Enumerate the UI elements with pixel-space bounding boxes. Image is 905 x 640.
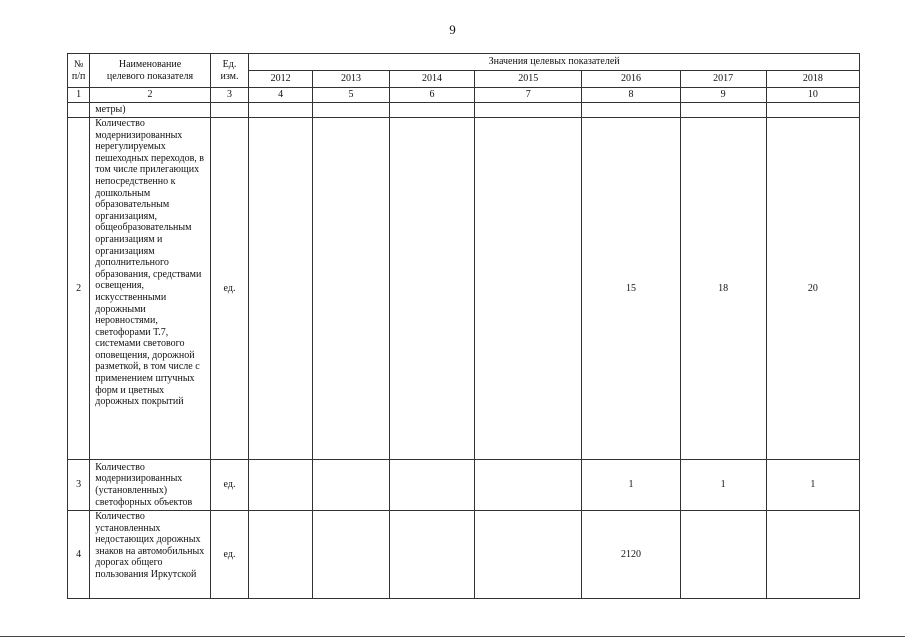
value-2012 xyxy=(249,511,313,599)
value-2018: 20 xyxy=(766,118,859,460)
page-number: 9 xyxy=(449,22,456,37)
value-2014 xyxy=(389,511,474,599)
cell-empty xyxy=(475,103,582,118)
header-target-values: Значения целевых показателей xyxy=(249,54,860,71)
value-2017: 1 xyxy=(680,460,766,511)
unit-cell: ед. xyxy=(210,118,248,460)
header-year: 2014 xyxy=(389,71,474,88)
column-number: 1 xyxy=(68,88,90,103)
value-2012 xyxy=(249,460,313,511)
value-2014 xyxy=(389,118,474,460)
cell-empty xyxy=(249,103,313,118)
value-2016: 15 xyxy=(582,118,680,460)
header-year: 2018 xyxy=(766,71,859,88)
continuation-text: метры) xyxy=(90,103,211,118)
cell-empty xyxy=(766,103,859,118)
value-2012 xyxy=(249,118,313,460)
header-number: № п/п xyxy=(68,54,90,88)
value-2015 xyxy=(475,511,582,599)
row-number: 4 xyxy=(68,511,90,599)
column-number: 3 xyxy=(210,88,248,103)
value-2017: 18 xyxy=(680,118,766,460)
header-year: 2012 xyxy=(249,71,313,88)
value-2015 xyxy=(475,118,582,460)
table-row xyxy=(68,460,860,511)
column-number: 9 xyxy=(680,88,766,103)
column-number: 6 xyxy=(389,88,474,103)
column-number: 2 xyxy=(90,88,211,103)
value-2018: 1 xyxy=(766,460,859,511)
header-year: 2017 xyxy=(680,71,766,88)
column-number: 4 xyxy=(249,88,313,103)
cell-empty xyxy=(210,103,248,118)
header-unit: Ед. изм. xyxy=(210,54,248,88)
header-row-1 xyxy=(68,54,860,71)
row-number: 2 xyxy=(68,118,90,460)
header-year: 2016 xyxy=(582,71,680,88)
column-number: 5 xyxy=(313,88,390,103)
cell-empty xyxy=(68,103,90,118)
column-number: 10 xyxy=(766,88,859,103)
column-number-row xyxy=(68,88,860,103)
value-2013 xyxy=(313,118,390,460)
continuation-row xyxy=(68,103,860,118)
indicator-name: Количество модернизированных нерегулируемых пешеходных переходов, в том числе прилегающих непосредственно к дошкольным образовательным организациям, общеобразовательным организациям и организациям дополнительного образования, средствами освещения, искусственными дорожными неровностями, светофорами Т.7, системами светового оповещения, дорожной разметкой, в том числе с применением штучных форм и цветных дорожных покрытий xyxy=(90,118,211,460)
cell-empty xyxy=(389,103,474,118)
target-indicators-table xyxy=(67,53,860,599)
header-year: 2015 xyxy=(475,71,582,88)
table-row xyxy=(68,118,860,460)
header-year: 2013 xyxy=(313,71,390,88)
column-number: 8 xyxy=(582,88,680,103)
value-2013 xyxy=(313,511,390,599)
value-2018 xyxy=(766,511,859,599)
indicator-name: Количество модернизированных (установленных) светофорных объектов xyxy=(90,460,211,511)
unit-cell: ед. xyxy=(210,460,248,511)
cell-empty xyxy=(680,103,766,118)
table-row xyxy=(68,511,860,599)
header-indicator-name: Наименование целевого показателя xyxy=(90,54,211,88)
value-2016: 2120 xyxy=(582,511,680,599)
page-edge-line xyxy=(0,636,905,637)
cell-empty xyxy=(313,103,390,118)
cell-empty xyxy=(582,103,680,118)
value-2014 xyxy=(389,460,474,511)
value-2015 xyxy=(475,460,582,511)
value-2017 xyxy=(680,511,766,599)
value-2013 xyxy=(313,460,390,511)
value-2016: 1 xyxy=(582,460,680,511)
unit-cell: ед. xyxy=(210,511,248,599)
row-number: 3 xyxy=(68,460,90,511)
column-number: 7 xyxy=(475,88,582,103)
indicator-name: Количество установленных недостающих дорожных знаков на автомобильных дорогах общего пользования Иркутской xyxy=(90,511,211,599)
